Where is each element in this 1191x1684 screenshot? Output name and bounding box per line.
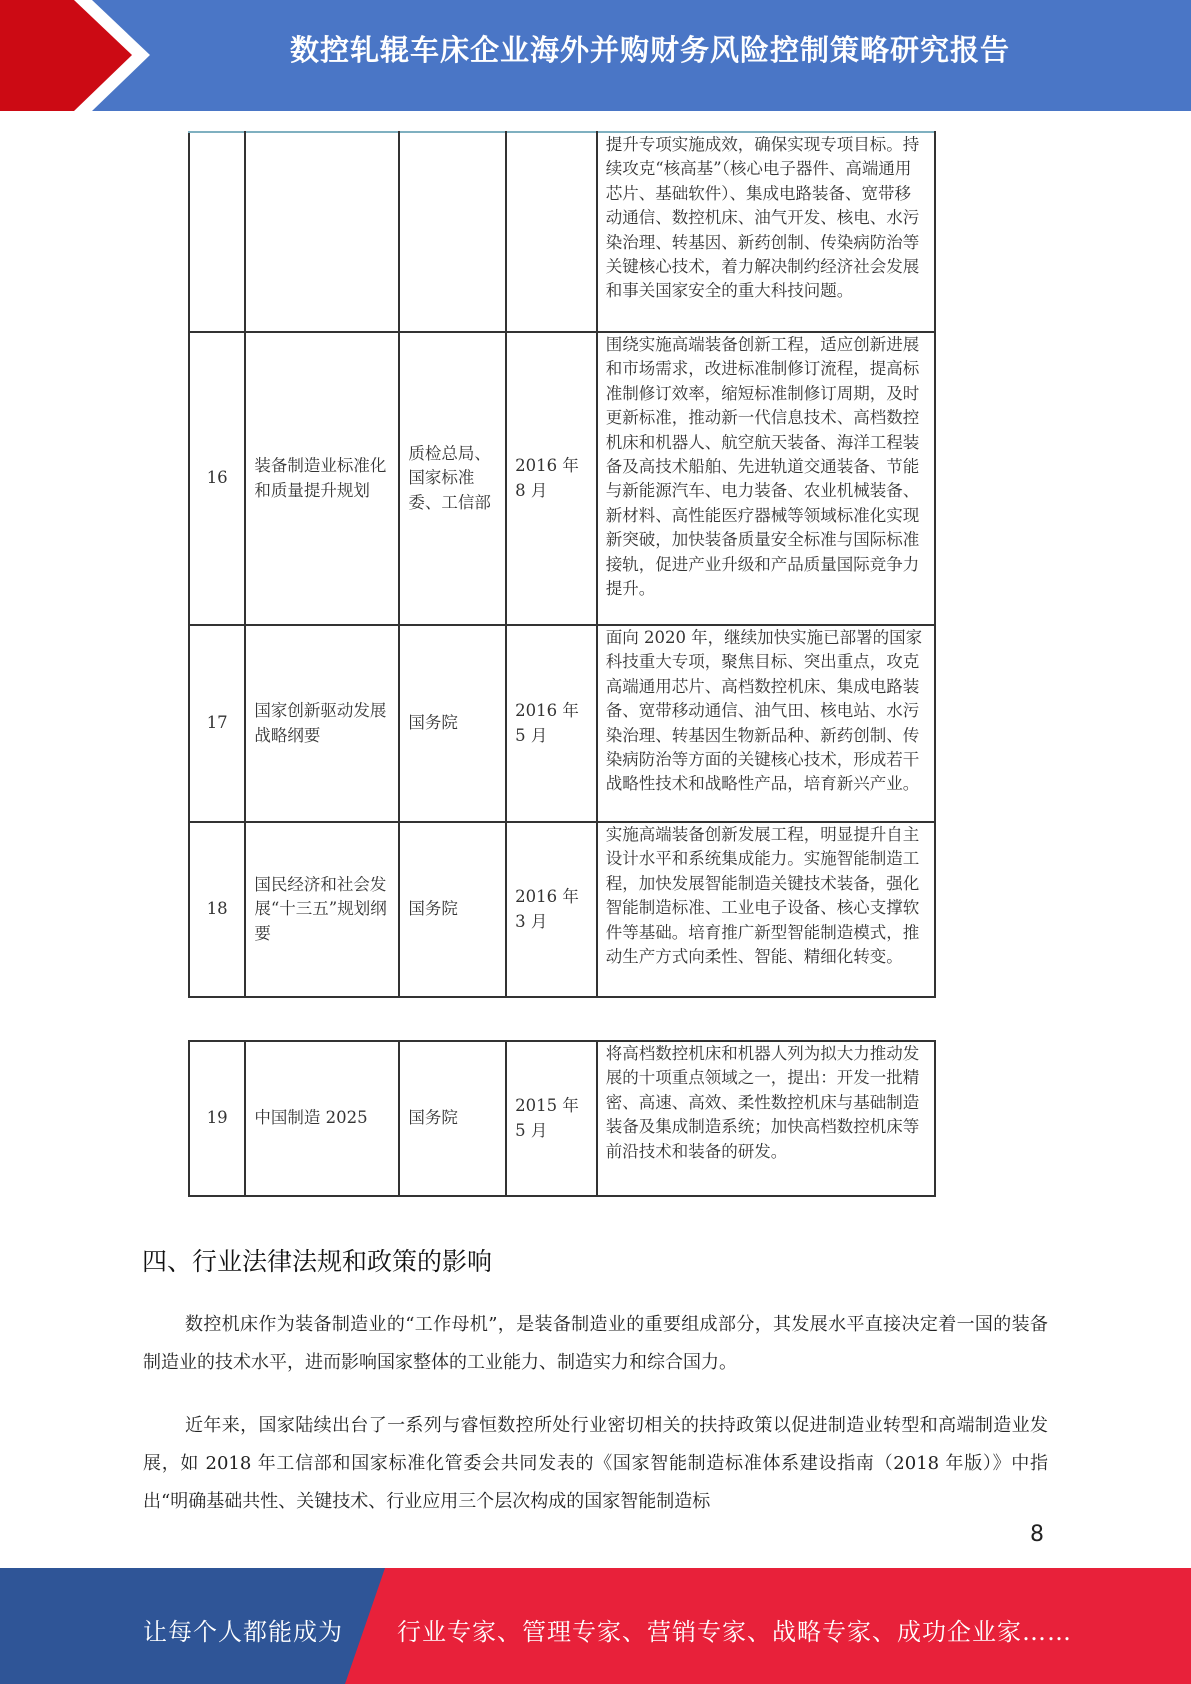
policy-name: 国民经济和社会发展“十三五”规划纲要 [245, 822, 399, 997]
issue-date: 2016 年 5 月 [506, 625, 597, 822]
issuing-body: 国务院 [399, 625, 506, 822]
page-number: 8 [1030, 1522, 1044, 1547]
table-row [189, 132, 935, 332]
issue-date: 2016 年 3 月 [506, 822, 597, 997]
row-number: 19 [189, 1041, 245, 1196]
policy-name: 国家创新驱动发展战略纲要 [245, 625, 399, 822]
policy-table-continued [188, 1040, 936, 1197]
section-heading: 四、行业法律法规和政策的影响 [142, 1247, 493, 1276]
page-header [0, 0, 1191, 111]
issue-date [506, 132, 597, 332]
footer-slogan-right: 行业专家、管理专家、营销专家、战略专家、成功企业家…… [397, 1618, 1072, 1646]
policy-content: 围绕实施高端装备创新工程，适应创新进展和市场需求，改进标准制修订流程，提高标准制修订效率，缩短标准制修订周期，及时更新标准，推动新一代信息技术、高档数控机床和机器人、航空航天装备、海洋工程装备及高技术船舶、先进轨道交通装备、节能与新能源汽车、电力装备、农业机械装备、新材料、高性能医疗器械等领域标准化实现新突破，加快装备质量安全标准与国际标准接轨，促进产业升级和产品质量国际竞争力提升。 [597, 332, 935, 625]
policy-name: 装备制造业标准化和质量提升规划 [245, 332, 399, 625]
policy-name [245, 132, 399, 332]
issuing-body [399, 132, 506, 332]
issuing-body: 国务院 [399, 822, 506, 997]
policy-content: 将高档数控机床和机器人列为拟大力推动发展的十项重点领域之一，提出：开发一批精密、高速、高效、柔性数控机床与基础制造装备及集成制造系统；加快高档数控机床等前沿技术和装备的研发。 [597, 1041, 935, 1196]
issue-date: 2015 年 5 月 [506, 1041, 597, 1196]
policy-content: 面向 2020 年，继续加快实施已部署的国家科技重大专项，聚焦目标、突出重点，攻克高端通用芯片、高档数控机床、集成电路装备、宽带移动通信、油气田、核电站、水污染治理、转基因生物新品种、新药创制、传染病防治等方面的关键核心技术，形成若干战略性技术和战略性产品，培育新兴产业。 [597, 625, 935, 822]
header-chevron-graphic [0, 0, 160, 111]
issue-date: 2016 年 8 月 [506, 332, 597, 625]
report-title: 数控轧辊车床企业海外并购财务风险控制策略研究报告 [289, 33, 1010, 67]
page-footer [0, 1568, 1191, 1684]
policy-content: 提升专项实施成效，确保实现专项目标。持续攻克“核高基”（核心电子器件、高端通用芯片、基础软件）、集成电路装备、宽带移动通信、数控机床、油气开发、核电、水污染治理、转基因、新药创制、传染病防治等关键核心技术，着力解决制约经济社会发展和事关国家安全的重大科技问题。 [597, 132, 935, 332]
row-number: 18 [189, 822, 245, 997]
row-number: 16 [189, 332, 245, 625]
body-paragraph: 近年来，国家陆续出台了一系列与睿恒数控所处行业密切相关的扶持政策以促进制造业转型和高端制造业发展，如 2018 年工信部和国家标准化管委会共同发表的《国家智能制造标准体系建设指南（2018 年版）》中指出“明确基础共性、关键技术、行业应用三个层次构成的国家智能制造标 [143, 1415, 1048, 1512]
table-row [189, 625, 935, 822]
footer-slogan-left: 让每个人都能成为 [143, 1618, 343, 1646]
body-paragraph: 数控机床作为装备制造业的“工作母机”，是装备制造业的重要组成部分，其发展水平直接决定着一国的装备制造业的技术水平，进而影响国家整体的工业能力、制造实力和综合国力。 [143, 1314, 1048, 1373]
row-number: 17 [189, 625, 245, 822]
row-number [189, 132, 245, 332]
policy-name: 中国制造 2025 [245, 1041, 399, 1196]
table-row [189, 332, 935, 625]
issuing-body: 质检总局、国家标准委、工信部 [399, 332, 506, 625]
policy-content: 实施高端装备创新发展工程，明显提升自主设计水平和系统集成能力。实施智能制造工程，加快发展智能制造关键技术装备，强化智能制造标准、工业电子设备、核心支撑软件等基础。培育推广新型智能制造模式，推动生产方式向柔性、智能、精细化转变。 [597, 822, 935, 997]
policy-table [188, 131, 936, 998]
issuing-body: 国务院 [399, 1041, 506, 1196]
table-row [189, 1041, 935, 1196]
table-row [189, 822, 935, 997]
